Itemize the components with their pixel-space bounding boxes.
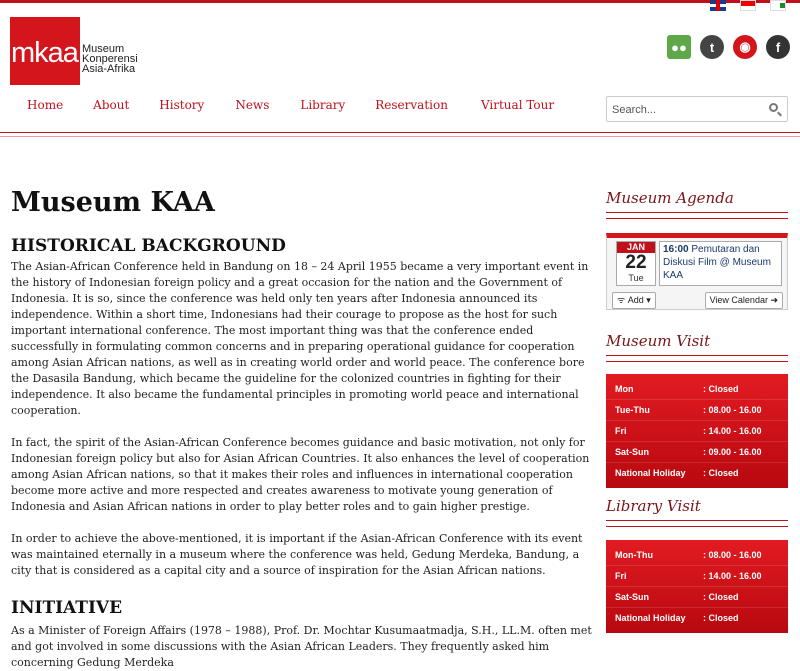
logo-line: Museum <box>82 43 125 55</box>
facebook-icon[interactable]: f <box>766 35 790 59</box>
table-row <box>606 400 788 421</box>
hours-day: Fri <box>615 426 627 436</box>
search-input[interactable] <box>610 98 764 122</box>
top-border <box>0 0 800 3</box>
nav-library[interactable]: Library <box>300 98 346 112</box>
hours-time: : 14.00 - 16.00 <box>703 571 762 581</box>
paragraph: In order to achieve the above-mentioned, it is important if the Asian-African Conference with its event was maintained eternally in a museum where the conference was held, Gedung Merdeka, Bandung, a city that is considered as a capital city and a source of inspiration for the Asian African nations. <box>11 532 583 577</box>
event-title[interactable]: Pemutaran dan Diskusi Film @ Museum KAA <box>663 244 771 281</box>
rss-icon[interactable]: ◉ <box>733 35 757 59</box>
hours-day: National Holiday <box>615 468 686 478</box>
hours-day: Fri <box>615 571 627 581</box>
museum-visit-title: Museum Visit <box>606 332 711 350</box>
sidebar-divider <box>606 520 788 527</box>
calendar-date-badge <box>616 241 656 286</box>
museum-visit-header <box>606 332 788 362</box>
nav-history[interactable]: History <box>159 98 205 112</box>
hours-time: : 08.00 - 16.00 <box>703 405 762 415</box>
section-heading: HISTORICAL BACKGROUND <box>11 236 286 256</box>
calendar-month: JAN <box>617 242 655 253</box>
hours-day: Sat-Sun <box>615 447 650 457</box>
agenda-event[interactable] <box>659 241 782 286</box>
social-links <box>667 35 790 59</box>
table-row <box>606 587 788 608</box>
hours-day: National Holiday <box>615 613 686 623</box>
view-calendar-button[interactable]: View Calendar ➜ <box>705 292 783 309</box>
agenda-title: Museum Agenda <box>606 189 734 207</box>
event-time: 16:00 <box>663 244 689 255</box>
logo[interactable] <box>10 17 80 85</box>
main-content <box>11 186 593 671</box>
calendar-weekday: Tue <box>628 273 644 283</box>
english-flag-icon[interactable] <box>710 0 726 11</box>
sidebar-divider <box>606 355 788 362</box>
logo-line: Asia-Afrika <box>82 63 136 75</box>
tripadvisor-icon[interactable]: ●● <box>667 35 691 59</box>
museum-hours-table <box>606 374 788 488</box>
rss-icon: ᯤ <box>617 295 628 305</box>
table-row <box>606 463 788 483</box>
hours-time: : 09.00 - 16.00 <box>703 447 762 457</box>
hours-time: : Closed <box>703 613 739 623</box>
agenda-header <box>606 189 788 219</box>
hours-time: : 14.00 - 16.00 <box>703 426 762 436</box>
nav-about[interactable]: About <box>93 98 130 112</box>
calendar-day: 22 <box>625 252 647 273</box>
library-visit-title: Library Visit <box>606 497 701 515</box>
hours-day: Mon <box>615 384 634 394</box>
hours-time: : 08.00 - 16.00 <box>703 550 762 560</box>
logo-line: Konperensi <box>82 53 138 65</box>
nav-news[interactable]: News <box>235 98 270 112</box>
search-icon[interactable] <box>769 103 778 112</box>
library-hours-table <box>606 540 788 633</box>
arabic-flag-icon[interactable] <box>770 0 786 11</box>
sidebar-divider <box>606 212 788 219</box>
section-heading: INITIATIVE <box>11 598 123 618</box>
table-row <box>606 566 788 587</box>
header-divider-light <box>0 136 800 137</box>
twitter-icon[interactable]: t <box>700 35 724 59</box>
hours-day: Sat-Sun <box>615 592 650 602</box>
hours-time: : Closed <box>703 384 739 394</box>
nav-virtual-tour[interactable]: Virtual Tour <box>480 98 555 112</box>
header-divider <box>0 132 800 133</box>
logo-mark: mkaa <box>11 37 78 69</box>
hours-time: : Closed <box>703 592 739 602</box>
language-switcher <box>710 0 786 11</box>
paragraph: The Asian-African Conference held in Bandung on 18 – 24 April 1955 became a very important event in the history of Indonesian foreign policy and a great occasion for the nation and the Government of Indonesia. It is so, since the conference was held only ten years after Indonesia announced its independence. Within a short time, Indonesians had their courage to propose as the host for such important international conference. The most important thing was that the conference ended successfully in formulating common concerns and in preparing operational guidance for cooperation among Asian African nations, as well as in creating world order and world peace. The conference bore the Dasasila Bandung, which became the guideline for the colonized countries in fighting for their independence. It also became the fundamental principles in promoting world peace and international cooperation. <box>11 260 589 417</box>
hours-day: Mon-Thu <box>615 550 653 560</box>
table-row <box>606 442 788 463</box>
indonesia-flag-icon[interactable] <box>740 0 756 11</box>
paragraph: As a Minister of Foreign Affairs (1978 – 1988), Prof. Dr. Mochtar Kusumaatmadja, S.H., LL.M. often met and got involved in some discussions with the Asian African Leaders. They frequently asked him concerning Gedung Merdeka <box>11 624 592 669</box>
search-box <box>606 96 788 122</box>
add-label: Add ▾ <box>627 295 651 305</box>
paragraph: In fact, the spirit of the Asian-African Conference becomes guidance and basic motivation, not only for Indonesian foreign policy but also for Asian African Countries. It also enhances the level of cooperation among Asian African nations, so that it makes their roles and influences in international cooperation become more active and more respected and creates awareness to motivate young generation of Indonesia and Asian African nations in order to play better roles and to gain higher prestige. <box>11 436 590 513</box>
library-visit-header <box>606 497 788 527</box>
nav-reservation[interactable]: Reservation <box>375 98 448 112</box>
table-row <box>606 421 788 442</box>
table-row <box>606 545 788 566</box>
page-title: Museum KAA <box>11 187 215 218</box>
hours-time: : Closed <box>703 468 739 478</box>
agenda-widget <box>606 233 788 310</box>
table-row <box>606 608 788 628</box>
table-row <box>606 379 788 400</box>
logo-text <box>82 44 138 74</box>
main-nav <box>12 98 554 112</box>
nav-home[interactable]: Home <box>27 98 64 112</box>
add-calendar-button[interactable] <box>612 292 656 309</box>
hours-day: Tue-Thu <box>615 405 650 415</box>
